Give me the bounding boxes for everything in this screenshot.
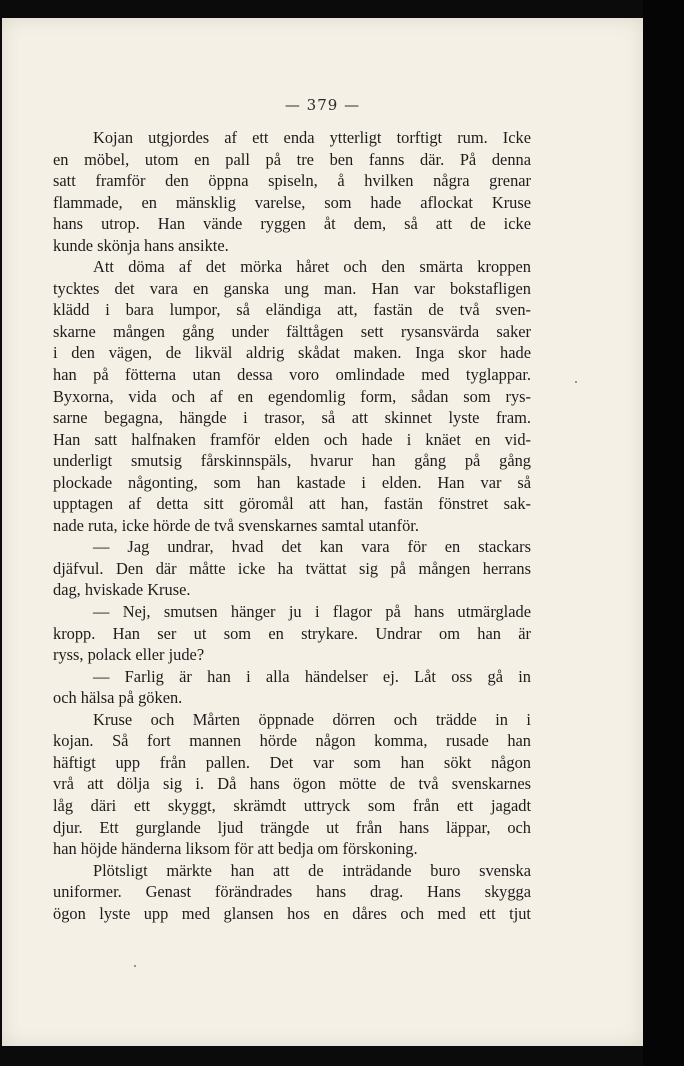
text-line: vrå att dölja sig i. Då hans ögon mötte de två svenskarnes	[53, 774, 531, 794]
text-line: nade ruta, icke hörde de två svenskarnes samtal utanför.	[53, 515, 419, 535]
book-page	[2, 18, 643, 1046]
text-line: Plötsligt märkte han att de inträdande buro svenska	[93, 860, 531, 880]
scan-border	[643, 0, 684, 1066]
text-line: skarne mången gång under fälttågen sett rysansvärda saker	[53, 321, 531, 341]
text-line: sarne begagna, hängde i trasor, så att skinnet lyste fram.	[53, 408, 531, 428]
text-line: låg däri ett skyggt, skrämdt uttryck som från ett jagadt	[53, 795, 531, 815]
text-line: klädd i bara lumpor, så eländiga att, fastän de två sven-	[53, 300, 531, 320]
text-line: kunde skönja hans ansikte.	[53, 235, 229, 255]
text-line: dag, hviskade Kruse.	[53, 580, 191, 600]
text-line: — Nej, smutsen hänger ju i flagor på hans utmärglade	[93, 602, 531, 622]
paper-speck	[134, 965, 136, 967]
text-line: och hälsa på göken.	[53, 688, 183, 708]
text-line: Att döma af det mörka håret och den smärta kroppen	[93, 257, 531, 277]
text-line: Byxorna, vida och af en egendomlig form, sådan som rys-	[53, 386, 531, 406]
body-text	[53, 127, 531, 924]
text-line: underligt smutsig fårskinnspäls, hvarur han gång på gång	[53, 451, 531, 471]
text-line: hans utrop. Han vände ryggen åt dem, så att de icke	[53, 214, 531, 234]
text-line: Kruse och Mårten öppnade dörren och trädde in i	[93, 709, 531, 729]
text-line: Kojan utgjordes af ett enda ytterligt torftigt rum. Icke	[93, 128, 531, 147]
text-line: han på fötterna utan dessa voro omlindade med tyglappar.	[53, 365, 531, 385]
text-line: — Farlig är han i alla händelser ej. Låt oss gå in	[93, 666, 531, 686]
text-line: kropp. Han ser ut som en strykare. Undrar om han är	[53, 623, 531, 643]
text-line: flammade, en mänsklig varelse, som hade aflockat Kruse	[53, 192, 531, 212]
text-line: satt framför den öppna spiseln, å hvilken några grenar	[53, 171, 531, 191]
paper-speck	[575, 381, 577, 383]
text-line: plockade någonting, som han kastade i elden. Han var så	[53, 472, 531, 492]
text-line: en möbel, utom en pall på tre ben fanns där. På denna	[53, 149, 531, 169]
text-line: kojan. Så fort mannen hörde någon komma, rusade han	[53, 731, 531, 751]
text-line: ryss, polack eller jude?	[53, 645, 205, 665]
text-line: i den vägen, de likväl aldrig skådat maken. Inga skor hade	[53, 343, 531, 363]
text-line: Han satt halfnaken framför elden och hade i knäet en vid-	[53, 429, 531, 449]
text-line: djur. Ett gurglande ljud trängde ut från hans läppar, och	[53, 817, 531, 837]
page-number: — 379 —	[284, 96, 361, 114]
text-line: ögon lyste upp med glansen hos en dåres och med ett tjut	[53, 903, 531, 923]
text-line: uniformer. Genast förändrades hans drag. Hans skygga	[53, 882, 531, 902]
text-line: upptagen af detta sitt göromål att han, fastän fönstret sak-	[53, 494, 531, 514]
text-line: han höjde händerna liksom för att bedja om förskoning.	[53, 839, 418, 859]
text-line: tycktes det vara en ganska ung man. Han var bokstafligen	[53, 278, 531, 298]
text-line: — Jag undrar, hvad det kan vara för en stackars	[93, 537, 531, 557]
text-line: häftigt upp från pallen. Det var som han sökt någon	[53, 752, 531, 772]
text-line: djäfvul. Den där måtte icke ha tvättat sig på mången herrans	[53, 558, 531, 578]
